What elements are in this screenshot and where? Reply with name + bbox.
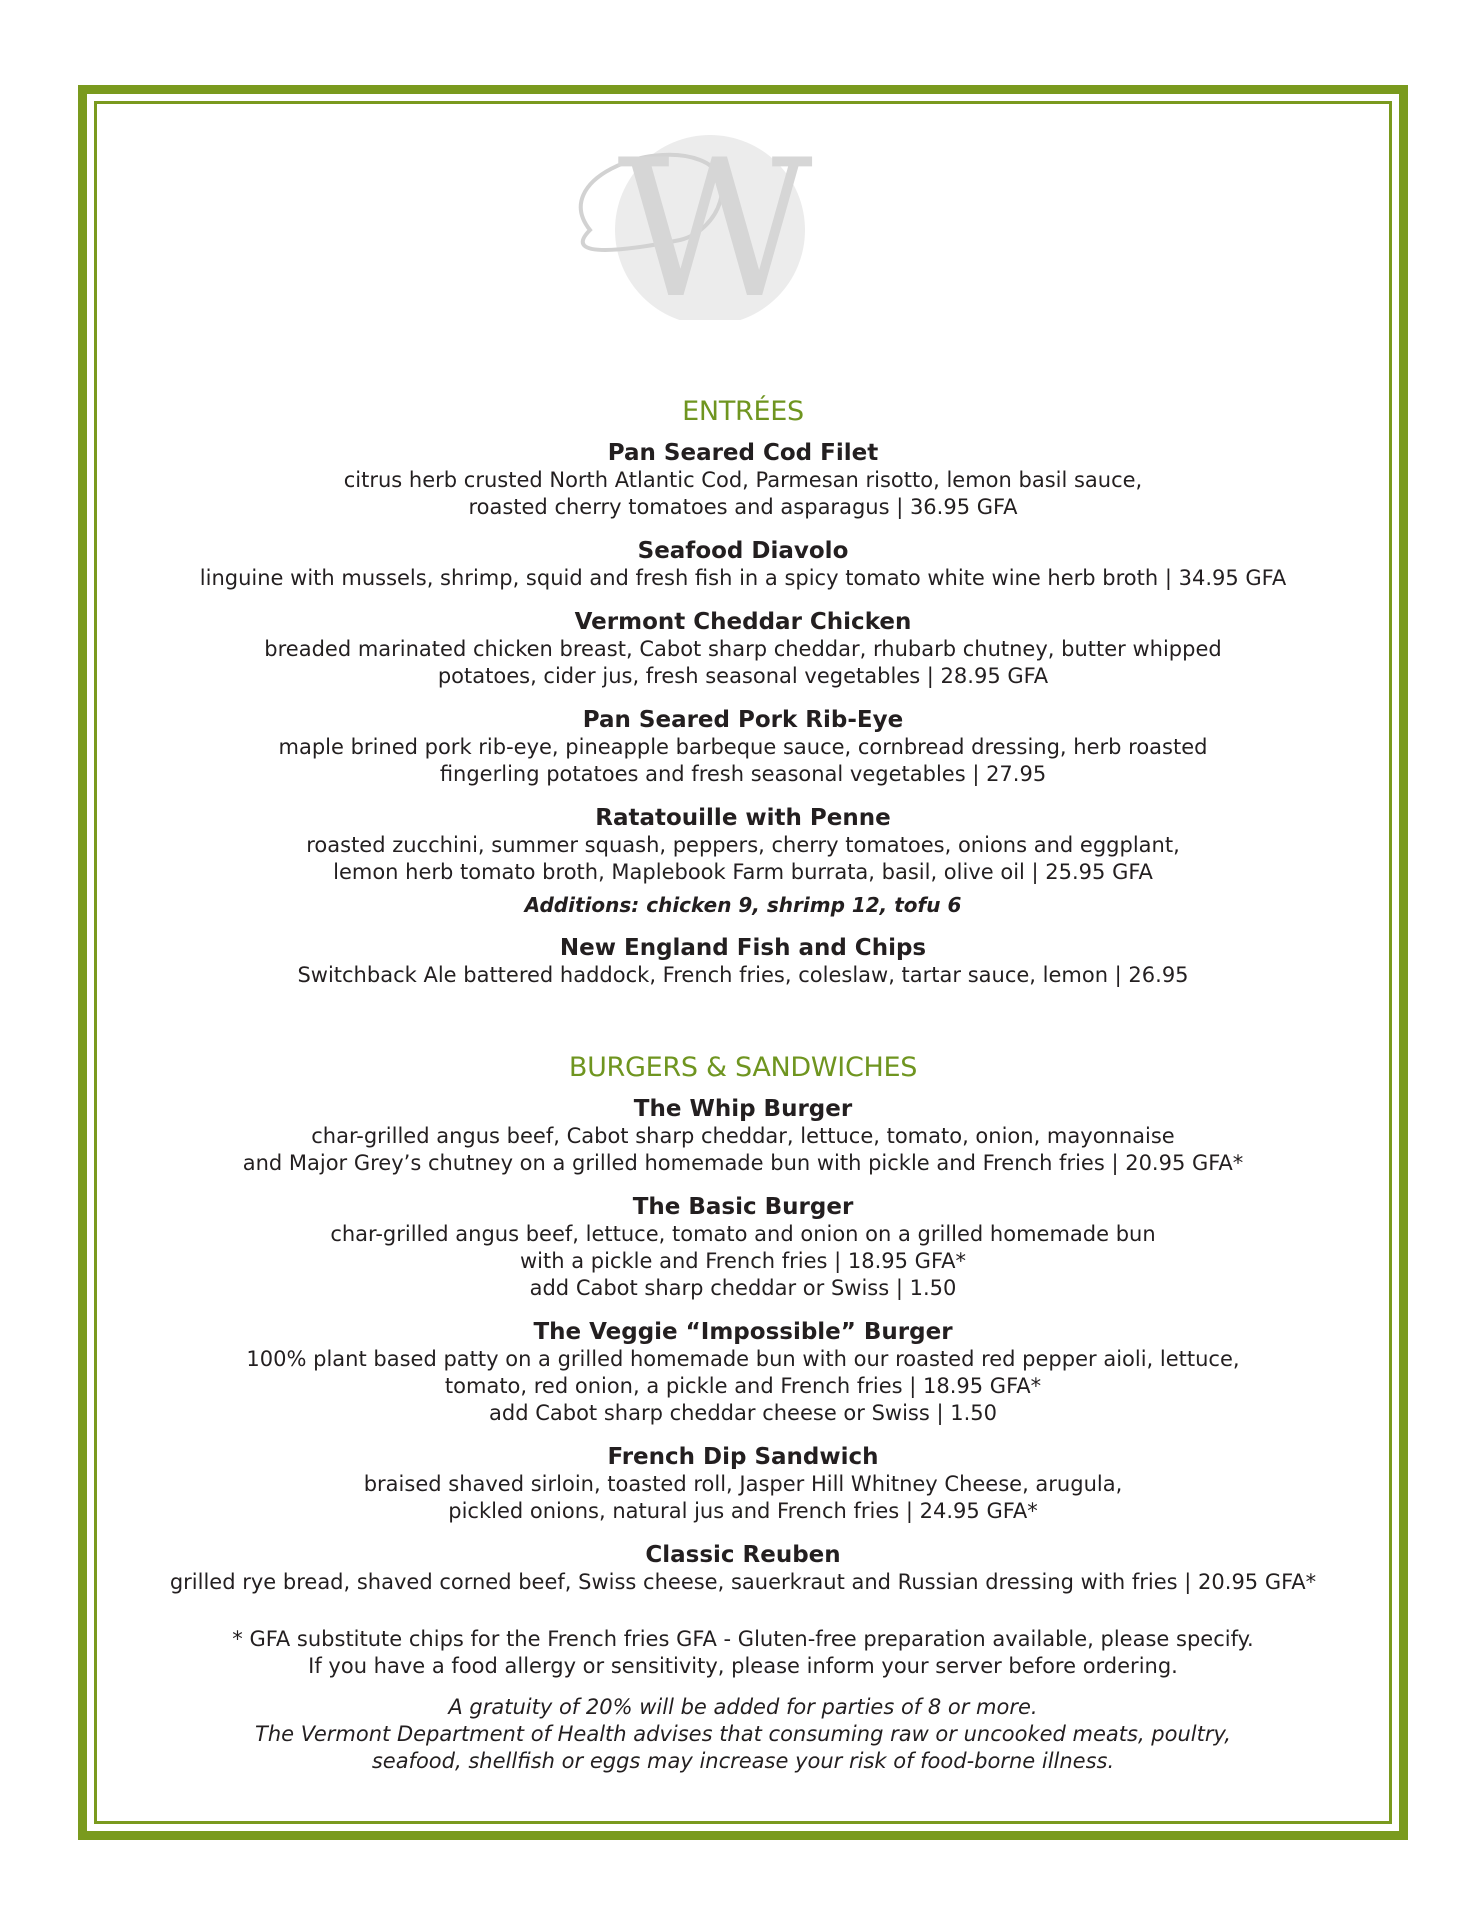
item-description: breaded marinated chicken breast, Cabot sharp cheddar, rhubarb chutney, butter whipped potatoes, cider jus, fresh seasonal vegetables | 28.95 GFA	[264, 637, 1222, 688]
item-name: The Whip Burger	[633, 1096, 853, 1122]
menu-item	[100, 1541, 1386, 1596]
item-description: braised shaved sirloin, toasted roll, Jasper Hill Whitney Cheese, arugula, pickled onions, natural jus and French fries | 24.95 GFA*	[363, 1472, 1123, 1523]
item-name: Pan Seared Pork Rib-Eye	[582, 707, 904, 733]
item-description: citrus herb crusted North Atlantic Cod, Parmesan risotto, lemon basil sauce, roasted cherry tomatoes and asparagus | 36.95 GFA	[343, 468, 1143, 519]
menu-item	[100, 804, 1386, 918]
menu-item	[100, 537, 1386, 592]
menu-item	[100, 1443, 1386, 1525]
menu-content	[100, 395, 1386, 1775]
section-entrees	[100, 395, 1386, 989]
section-burgers-sandwiches	[100, 1051, 1386, 1596]
item-description: roasted zucchini, summer squash, peppers, cherry tomatoes, onions and eggplant, lemon herb tomato broth, Maplebook Farm burrata, basil, olive oil | 25.95 GFA	[306, 833, 1180, 884]
health-notice: A gratuity of 20% will be added for parties of 8 or more. The Vermont Department of Health advises that consuming raw or uncooked meats, poultry, seafood, shellfish or eggs may increase your risk of food-borne illness.	[255, 1695, 1231, 1773]
logo-letter: W	[617, 120, 813, 320]
item-description: char-grilled angus beef, Cabot sharp cheddar, lettuce, tomato, onion, mayonnaise and Major Grey’s chutney on a grilled homemade bun with pickle and French fries | 20.95 GFA*	[242, 1124, 1244, 1175]
menu-item	[100, 1193, 1386, 1302]
section-title: ENTRÉES	[682, 396, 804, 427]
item-description: 100% plant based patty on a grilled homemade bun with our roasted red pepper aioli, lettuce, tomato, red onion, a pickle and French fries | 18.95 GFA* add Cabot sharp cheddar cheese or Swiss | 1.50	[246, 1347, 1240, 1425]
w-logo-watermark	[530, 120, 870, 320]
item-description: Switchback Ale battered haddock, French fries, coleslaw, tartar sauce, lemon | 26.95	[297, 963, 1189, 987]
section-spacer	[100, 1005, 1386, 1051]
item-name: New England Fish and Chips	[559, 935, 927, 961]
item-description: grilled rye bread, shaved corned beef, Swiss cheese, sauerkraut and Russian dressing with fries | 20.95 GFA*	[169, 1570, 1317, 1594]
menu-item	[100, 934, 1386, 989]
menu-item	[100, 1095, 1386, 1177]
item-name: Vermont Cheddar Chicken	[574, 609, 912, 635]
menu-item	[100, 439, 1386, 521]
section-title: BURGERS & SANDWICHES	[568, 1052, 918, 1083]
item-name: French Dip Sandwich	[607, 1444, 879, 1470]
item-description: char-grilled angus beef, lettuce, tomato and onion on a grilled homemade bun with a pickle and French fries | 18.95 GFA* add Cabot sharp cheddar or Swiss | 1.50	[330, 1222, 1156, 1300]
item-description: maple brined pork rib-eye, pineapple barbeque sauce, cornbread dressing, herb roasted fingerling potatoes and fresh seasonal vegetables | 27.95	[278, 735, 1208, 786]
item-additions: Additions: chicken 9, shrimp 12, tofu 6	[524, 893, 962, 917]
item-name: The Basic Burger	[632, 1194, 854, 1220]
item-name: Classic Reuben	[645, 1542, 841, 1568]
menu-item	[100, 1318, 1386, 1427]
item-name: Ratatouille with Penne	[595, 805, 891, 831]
item-name: Seafood Diavolo	[637, 538, 849, 564]
allergy-footnote: * GFA substitute chips for the French fries GFA - Gluten-free preparation available, please specify. If you have a food allergy or sensitivity, please inform your server before ordering.	[232, 1627, 1254, 1678]
item-description: linguine with mussels, shrimp, squid and fresh fish in a spicy tomato white wine herb broth | 34.95 GFA	[199, 566, 1287, 590]
item-name: The Veggie “Impossible” Burger	[533, 1319, 953, 1345]
menu-item	[100, 608, 1386, 690]
item-name: Pan Seared Cod Filet	[607, 440, 879, 466]
menu-item	[100, 706, 1386, 788]
